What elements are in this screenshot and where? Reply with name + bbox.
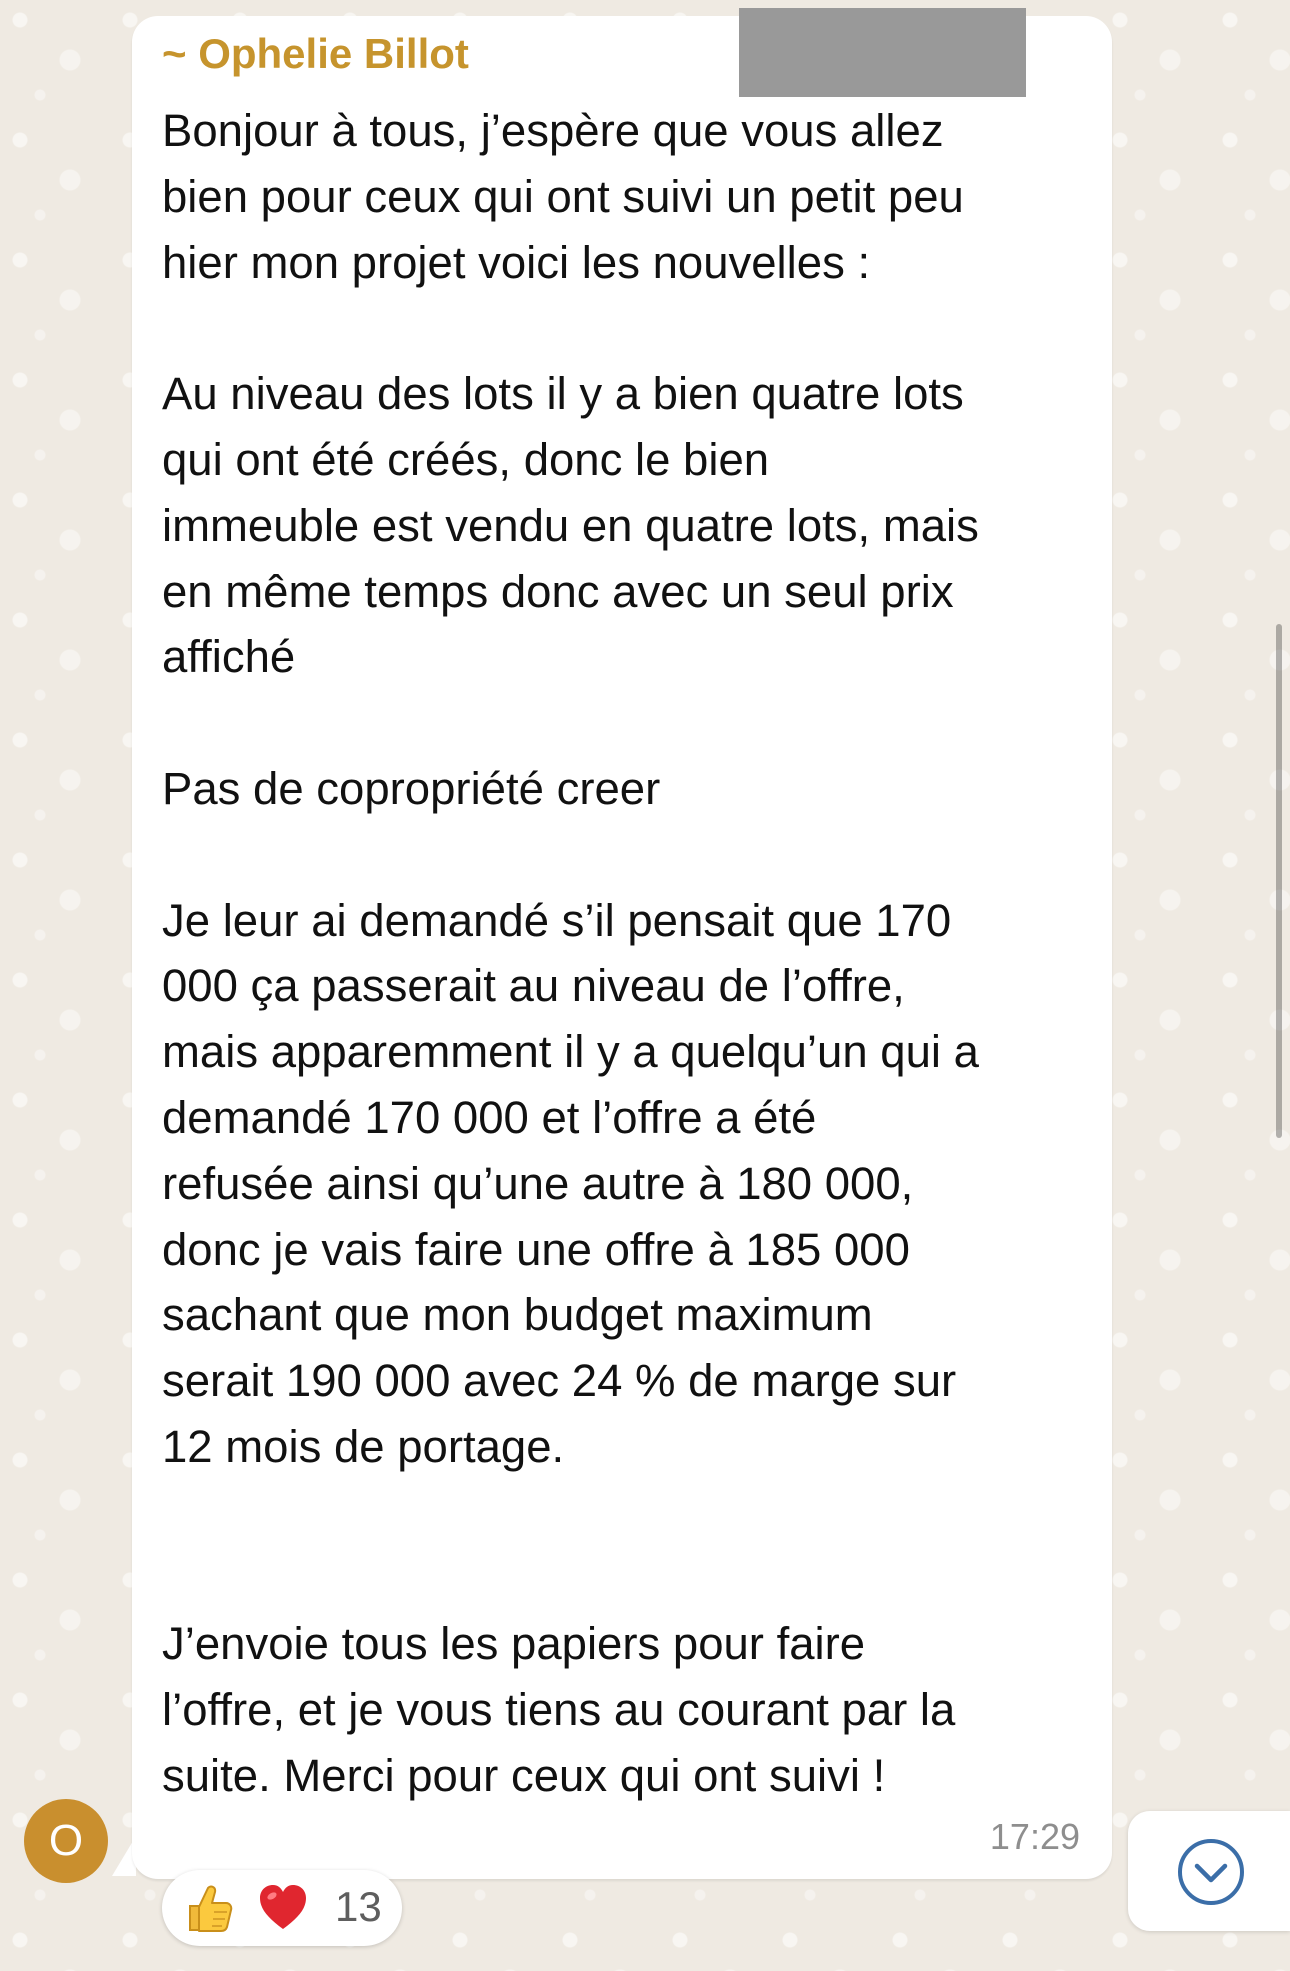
thumbs-up-icon <box>184 1882 234 1934</box>
message-bubble[interactable] <box>132 16 1112 1879</box>
avatar-letter: O <box>48 1816 84 1865</box>
reactions-pill[interactable] <box>162 1870 402 1946</box>
message-timestamp: 17:29 <box>989 1816 1080 1857</box>
sender-name[interactable]: ~ Ophelie Billot <box>162 30 469 77</box>
chevron-down-circle-icon <box>1176 1837 1246 1907</box>
message-text: Bonjour à tous, j’espère que vous allez bien pour ceux qui ont suivi un petit peu hier mon projet voici les nouvelles : Au niveau des lots il y a bien quatre lots qui ont été créés, donc le bien immeuble est vendu en quatre lots, mais en même temps donc avec un seul prix affiché Pas de copropriété creer Je leur ai demandé s’il pensait que 170 000 ça passerait au niveau de l’offre, mais apparemment il y a quelqu’un qui a demandé 170 000 et l’offre a été refusée ainsi qu’une autre à 180 000, donc je vais faire une offre à 185 000 sachant que mon budget maximum serait 190 000 avec 24 % de marge sur 12 mois de portage. J’envoie tous les papiers pour faire l’offre, et je vous tiens au courant par la suite. Merci pour ceux qui ont suivi ! <box>162 105 979 1801</box>
scroll-to-bottom-button[interactable] <box>1128 1811 1290 1931</box>
redacted-phone-number <box>739 8 1026 97</box>
scroll-indicator[interactable] <box>1276 624 1282 1138</box>
heart-icon <box>258 1884 308 1932</box>
reaction-count: 13 <box>335 1883 382 1930</box>
sender-avatar[interactable] <box>24 1799 108 1883</box>
